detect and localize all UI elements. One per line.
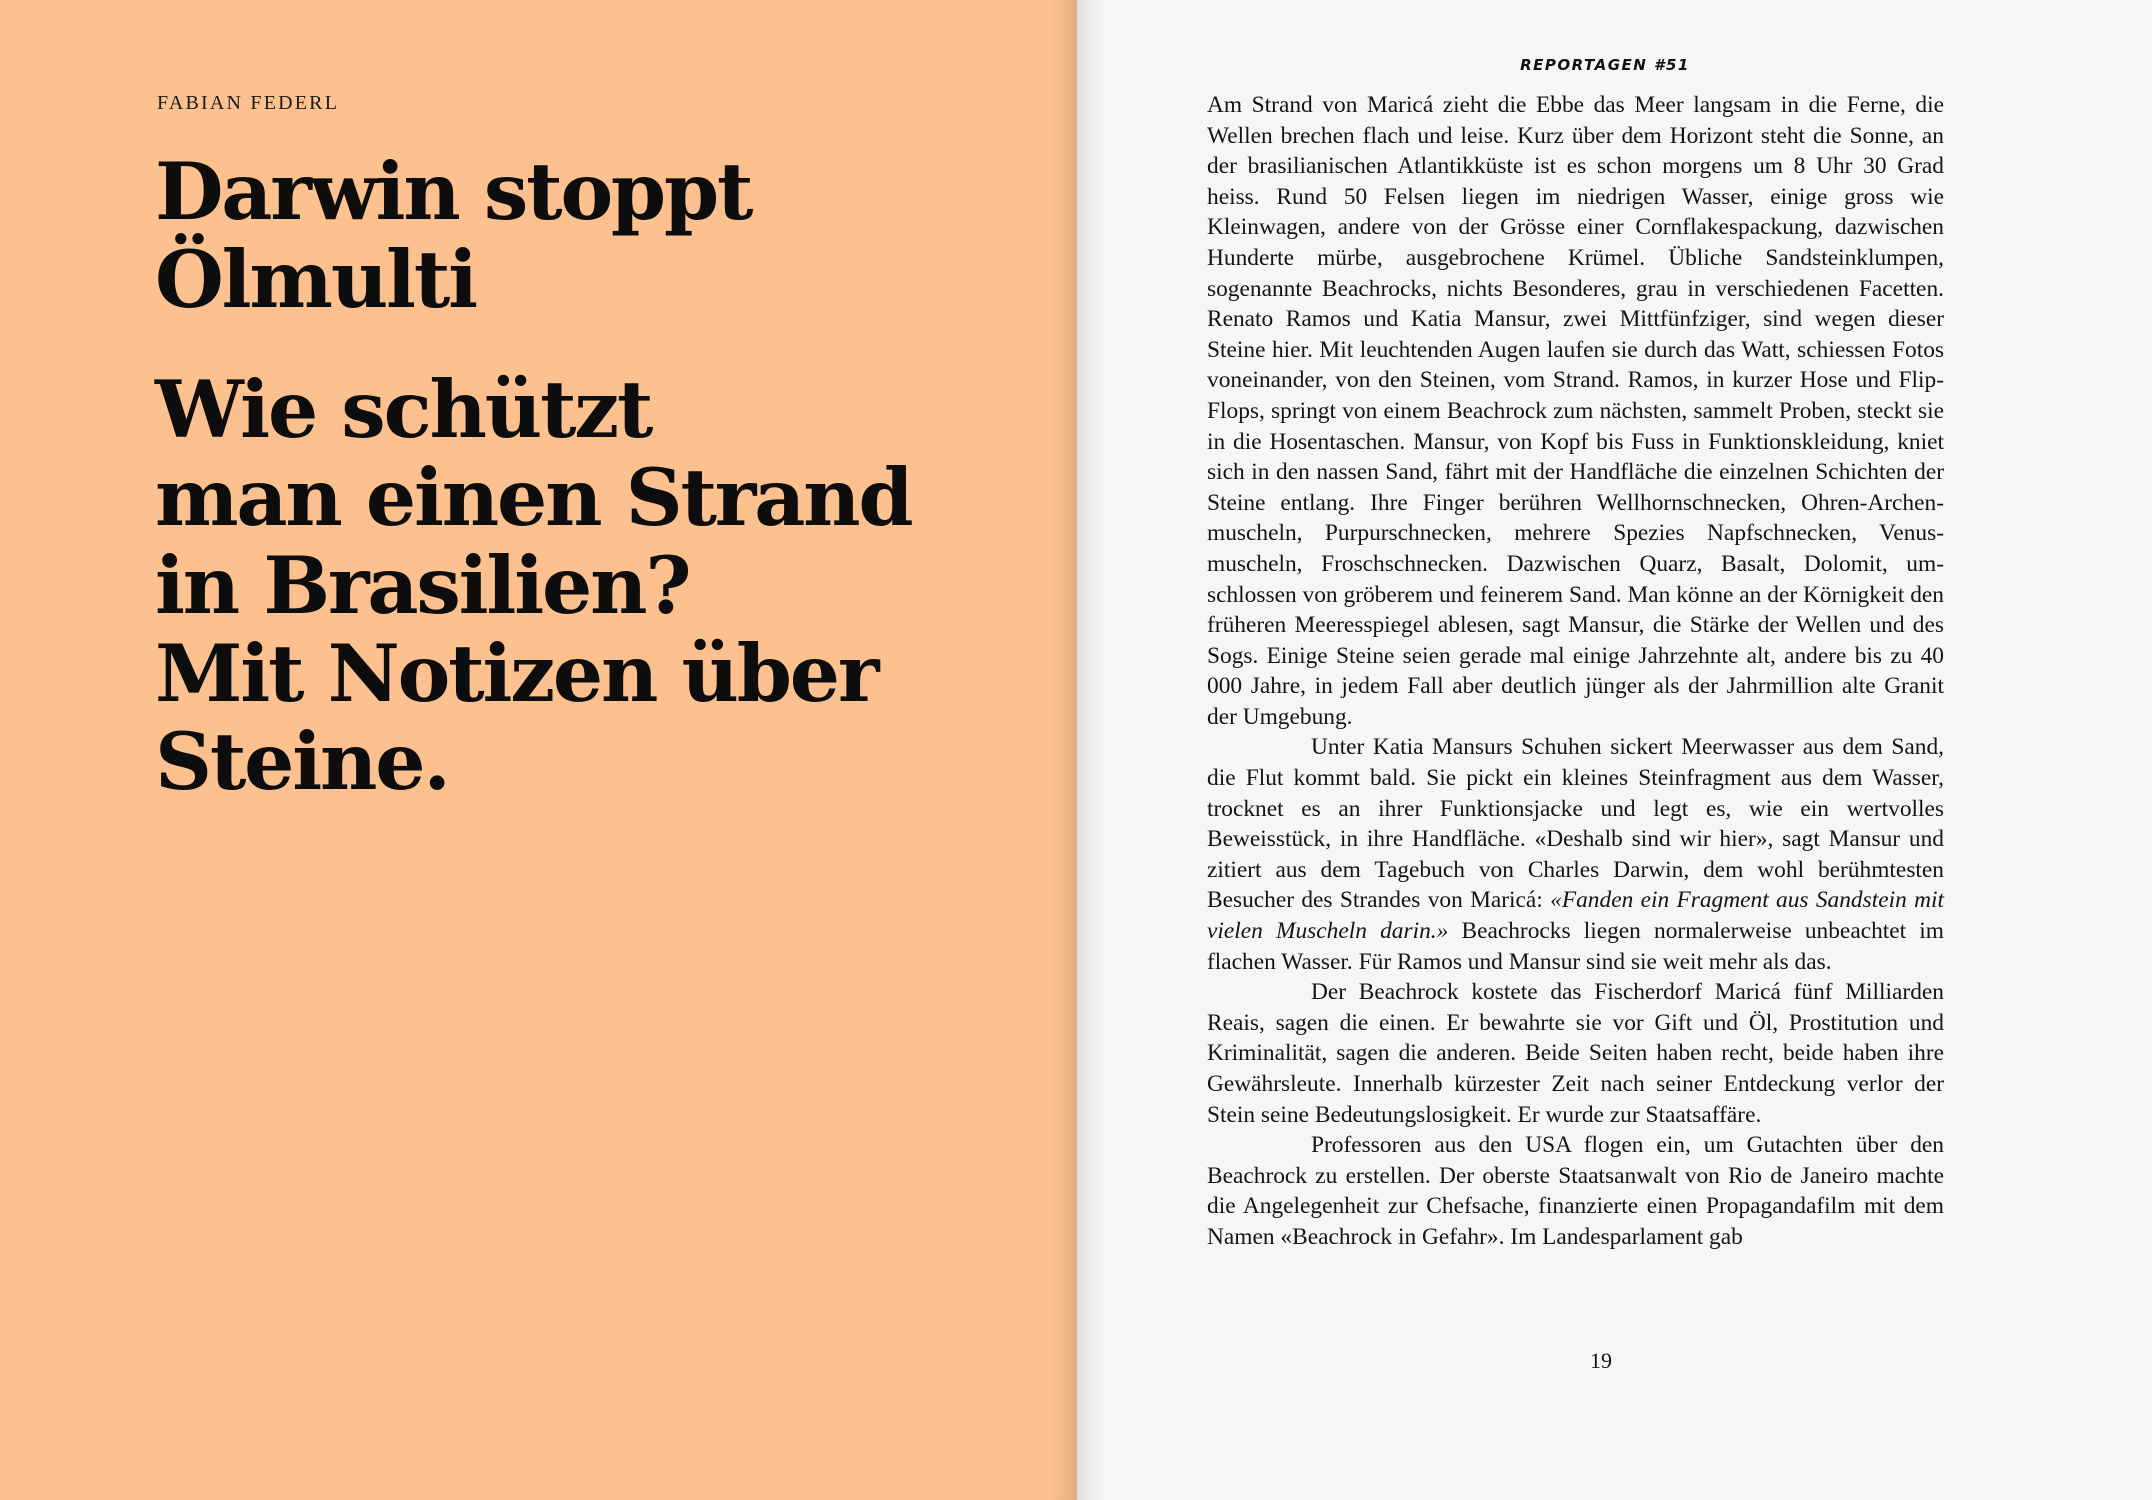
paragraph-text: Unter Katia Mansurs Schuhen sickert Meerwasser aus dem Sand, die Flut kommt bald. Sie pickt ein kleines Steinfragment aus dem Wasser, trocknet es an ihrer Funktionsjacke und legt es, wie ein wertvolles Beweisstück, in ihre Handfläche. «Deshalb sind wir hier», sagt Mansur und zitiert aus dem Tagebuch von Charles Darwin, dem wohl berühmtesten Besucher des Strandes von Maricá:: [1207, 734, 1944, 914]
article-body: [1207, 90, 1944, 1253]
title-line: Darwin stoppt: [155, 145, 752, 238]
title-line: Ölmulti: [155, 233, 476, 326]
subtitle-line: Steine.: [155, 715, 449, 808]
subtitle-line: man einen Strand: [155, 451, 912, 544]
darwin-quote: «Fanden ein Fragment aus Sandstein mit vielen Muscheln darin.»: [1207, 887, 1944, 945]
subtitle-line: Mit Notizen über: [155, 627, 878, 720]
gutter-shadow-left: [1049, 0, 1077, 1500]
body-paragraph: Professoren aus den USA flogen ein, um Gutachten über den Beachrock zu erstellen. Der oberste Staatsanwalt von Rio de Janeiro machte die Angelegenheit zur Chefsache, finanzierte einen Propagandafilm mit dem Namen «Beachrock in Gefahr». Im Landesparlament gab: [1207, 1132, 1944, 1250]
running-head: REPORTAGEN #51: [1520, 56, 1690, 74]
page-number: 19: [1590, 1348, 1612, 1373]
body-paragraph: Am Strand von Maricá zieht die Ebbe das Meer langsam in die Ferne, die Wellen brechen flach und leise. Kurz über dem Horizont steht die Sonne, an der brasilianischen Atlantikküste ist es schon morgens um 8 Uhr 30 Grad heiss. Rund 50 Felsen liegen im niedrigen Wasser, einige gross wie Kleinwagen, andere von der Grösse einer Cornflakespackung, dazwischen Hunderte mürbe, ausgebrochene Krümel. Übliche Sandsteinklumpen, sogenannte Beachrocks, nichts Besonderes, grau in verschiedenen Facetten. Renato Ramos und Katia Mansur, zwei Mittfünfziger, sind wegen dieser Steine hier. Mit leuchtenden Augen laufen sie durch das Watt, schiessen Fotos voneinander, von den Steinen, vom Strand. Ramos, in kurzer Hose und Flip-Flops, springt von einem Beachrock zum nächsten, sammelt Proben, steckt sie in die Hosentaschen. Mansur, von Kopf bis Fuss in Funktionskleidung, kniet sich in den nassen Sand, fährt mit der Handfläche die einzelnen Schichten der Steine entlang. Ihre Finger berühren Wellhornschnecken, Ohren-Archenmuscheln, Purpurschnecken, mehrere Spezies Napfschnecken, Venusmuscheln, Froschschnecken. Dazwischen Quarz, Basalt, Dolomit, umschlossen von gröberem und feinerem Sand. Man könne an der Körnigkeit den früheren Meeresspiegel ablesen, sagt Mansur, die Stärke der Wellen und des Sogs. Einige Steine seien gerade mal einige Jahrzehnte alt, andere bis zu 40 000 Jahre, in jedem Fall aber deutlich jünger als der Jahrmillion alte Granit der Umgebung.: [1207, 92, 1944, 730]
article-headline: [155, 145, 1035, 808]
author-name: FABIAN FEDERL: [157, 92, 340, 114]
subtitle-line: Wie schützt: [155, 363, 652, 456]
paragraph-text: Beachrocks liegen normalerweise unbeachtet im flachen Wasser. Für Ramos und Mansur sind sie weit mehr als das.: [1207, 918, 1944, 975]
headline-spacer: [155, 324, 1035, 366]
body-paragraph: [1207, 732, 1944, 977]
subtitle-line: in Brasilien?: [155, 539, 690, 632]
body-paragraph: Der Beachrock kostete das Fischerdorf Maricá fünf Milliarden Reais, sagen die einen. Er bewahrte sie vor Gift und Öl, Prostitution und Kriminalität, sagen die anderen. Beide Seiten haben recht, beide haben ihre Gewährsleute. Innerhalb kürzester Zeit nach seiner Entdeckung verlor der Stein seine Bedeutungslosigkeit. Er wurde zur Staatsaffäre.: [1207, 979, 1944, 1128]
gutter-shadow-right: [1077, 0, 1107, 1500]
